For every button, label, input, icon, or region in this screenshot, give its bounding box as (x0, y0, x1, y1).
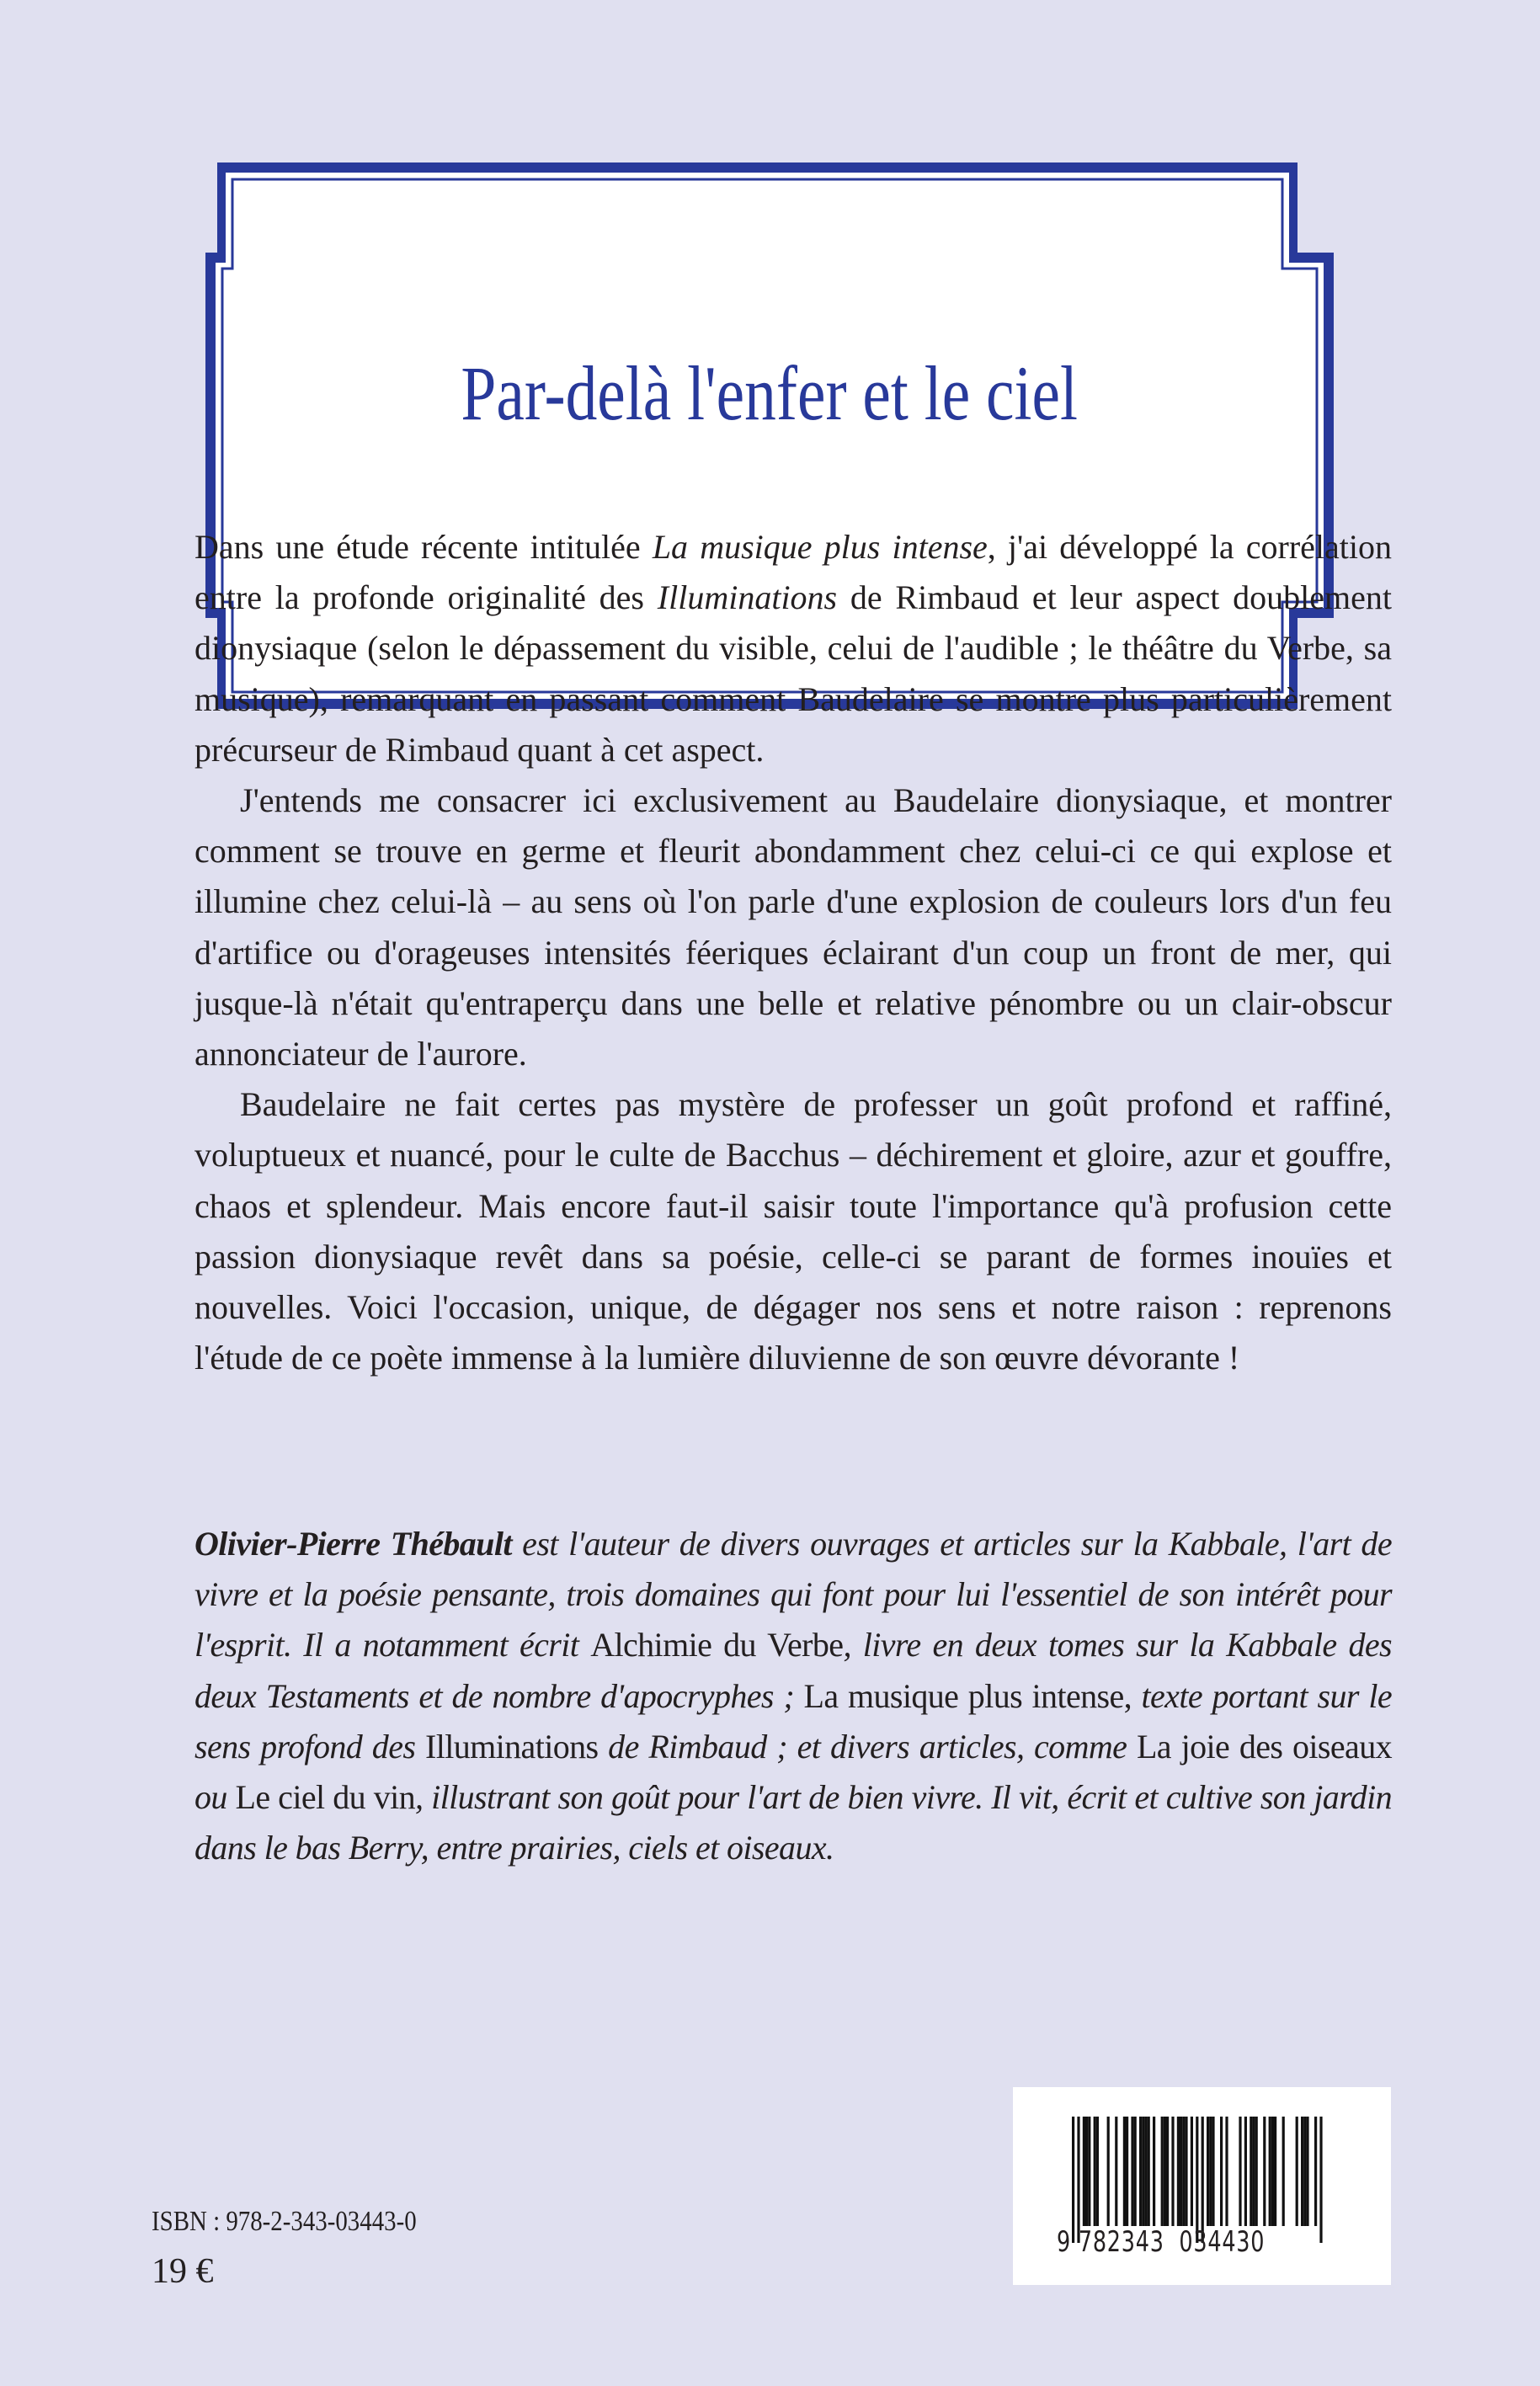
barcode-bar (1252, 2117, 1255, 2226)
barcode-bar (1182, 2117, 1185, 2226)
barcode-bar (1164, 2117, 1166, 2226)
barcode-bar (1269, 2117, 1271, 2226)
barcode-bar (1072, 2117, 1074, 2243)
barcode-bar (1123, 2117, 1126, 2226)
barcode-bar (1303, 2117, 1306, 2226)
text: est l'auteur de divers ouvrages et articles sur la Kabbale, l'art de vivre et la poésie pensante, trois domaines qui font pour lui l'essentiel de son intérêt pour l'esprit. Il a notamment écrit (194, 1525, 1392, 1664)
barcode-bar (1139, 2117, 1142, 2226)
barcode-bar (1180, 2117, 1182, 2226)
barcode-bar (1115, 2117, 1117, 2226)
barcode-bar (1153, 2117, 1155, 2226)
isbn: ISBN : 978-2-343-03443-0 (152, 2206, 417, 2237)
barcode-bar (1191, 2117, 1193, 2226)
text: ou (194, 1778, 236, 1817)
barcode-bar (1134, 2117, 1137, 2226)
barcode-bar (1177, 2117, 1180, 2226)
work-title: Illuminations (657, 578, 838, 617)
work-title: La joie des oiseaux (1136, 1727, 1392, 1766)
barcode-bar (1107, 2117, 1110, 2226)
barcode-bar (1185, 2117, 1187, 2226)
barcode-digits (1057, 2225, 1265, 2259)
barcode-bar (1271, 2117, 1274, 2226)
barcode-bar (1209, 2117, 1212, 2226)
barcode-bar (1077, 2117, 1079, 2243)
barcode-bar (1207, 2117, 1209, 2226)
barcode-bar (1202, 2117, 1204, 2243)
barcode-bar (1263, 2117, 1266, 2226)
work-title: Le ciel du vin (235, 1778, 416, 1817)
barcode-bar (1274, 2117, 1276, 2226)
barcode-bar (1306, 2117, 1308, 2226)
text: de Rimbaud et leur aspect doublement dionysiaque (selon le dépassement du visible, celui de l'audible ; le théâtre du Verbe, sa musique), remarquant en passant comment Baudelaire se montre plus particulièrement précurseur de Rimbaud quant à cet aspect. (194, 578, 1393, 769)
barcode-bar (1085, 2117, 1088, 2226)
work-title: La musique plus intense, (794, 1676, 1132, 1715)
book-title: Par-delà l'enfer et le ciel (461, 350, 1079, 436)
barcode-bar (1144, 2117, 1147, 2226)
blurb-paragraph-1 (194, 522, 1392, 775)
barcode-bar (1088, 2117, 1090, 2226)
author-bio (194, 1519, 1392, 1873)
barcode-bar (1166, 2117, 1169, 2226)
barcode-bar (1096, 2117, 1099, 2226)
barcode-bar (1142, 2117, 1144, 2226)
work-title: Alchimie du Verbe (590, 1626, 844, 1664)
barcode-first-digit: 9 (1057, 2225, 1071, 2259)
barcode-bar (1225, 2117, 1228, 2226)
barcode-bar (1212, 2117, 1214, 2226)
barcode-left-digits: 782343 (1078, 2225, 1164, 2259)
barcode-bar (1314, 2117, 1317, 2226)
barcode-bar (1083, 2117, 1085, 2226)
barcode-bar (1171, 2117, 1174, 2226)
barcode-right-digits: 034430 (1179, 2225, 1266, 2259)
barcode-bar (1239, 2117, 1241, 2226)
text: , livre en deux tomes sur la Kabbale des deux Testaments et de nombre d'apocryphes ; (194, 1626, 1392, 1715)
barcode-bar (1094, 2117, 1096, 2226)
work-title: Illuminations (424, 1727, 599, 1766)
barcode-bar (1244, 2117, 1247, 2226)
blurb-paragraph-3: Baudelaire ne fait certes pas mystère de professer un goût profond et raffiné, voluptueux et nuancé, pour le culte de Bacchus – déchirement et gloire, azur et gouffre, chaos et splendeur. Mais encore faut-il saisir toute l'importance qu'à profusion cette passion dionysiaque revêt dans sa poésie, celle-ci se parant de formes inouïes et nouvelles. Voici l'occasion, unique, de dégager nos sens et notre raison : reprenons l'étude de ce poète immense à la lumière diluvienne de son œuvre dévorante ! (194, 1085, 1392, 1377)
barcode-bar (1131, 2117, 1133, 2226)
barcode-bar (1148, 2117, 1150, 2226)
text: texte portant sur le sens profond des (194, 1676, 1392, 1766)
barcode-bar (1250, 2117, 1252, 2226)
barcode-bar (1196, 2117, 1198, 2243)
text: Dans une étude récente intitulée (194, 528, 653, 566)
author-name: Olivier-Pierre Thébault (194, 1525, 512, 1563)
barcode-bars (1072, 2117, 1324, 2243)
blurb-paragraph-2: J'entends me consacrer ici exclusivement au Baudelaire dionysiaque, et montrer comment se trouve en germe et fleurit abondamment chez celui-ci ce qui explose et illumine chez celui-là – au sens où l'on parle d'une explosion de couleurs lors d'un feu d'artifice ou d'orageuses intensités féeriques éclairant d'un coup un front de mer, qui jusque-là n'était qu'entraperçu dans une belle et relative pénombre ou un clair-obscur annonciateur de l'aurore. (194, 781, 1392, 1073)
text: , illustrant son goût pour l'art de bien vivre. Il vit, écrit et cultive son jardin dans le bas Berry, entre prairies, ciels et oiseaux. (194, 1778, 1393, 1867)
price: 19 € (152, 2252, 214, 2291)
barcode-bar (1255, 2117, 1258, 2226)
barcode-bar (1126, 2117, 1128, 2226)
blurb (194, 522, 1392, 1383)
barcode-bar (1282, 2117, 1285, 2226)
barcode-bar (1296, 2117, 1298, 2226)
text: , j'ai développé la corrélation entre la profonde originalité des (194, 528, 1393, 617)
barcode-bar (1301, 2117, 1303, 2226)
barcode-bar (1161, 2117, 1164, 2226)
text: de Rimbaud ; et divers articles, comme (598, 1727, 1137, 1766)
barcode-bar (1220, 2117, 1223, 2226)
barcode (1013, 2087, 1391, 2285)
work-title: La musique plus intense (652, 528, 988, 566)
barcode-bar (1319, 2117, 1322, 2243)
